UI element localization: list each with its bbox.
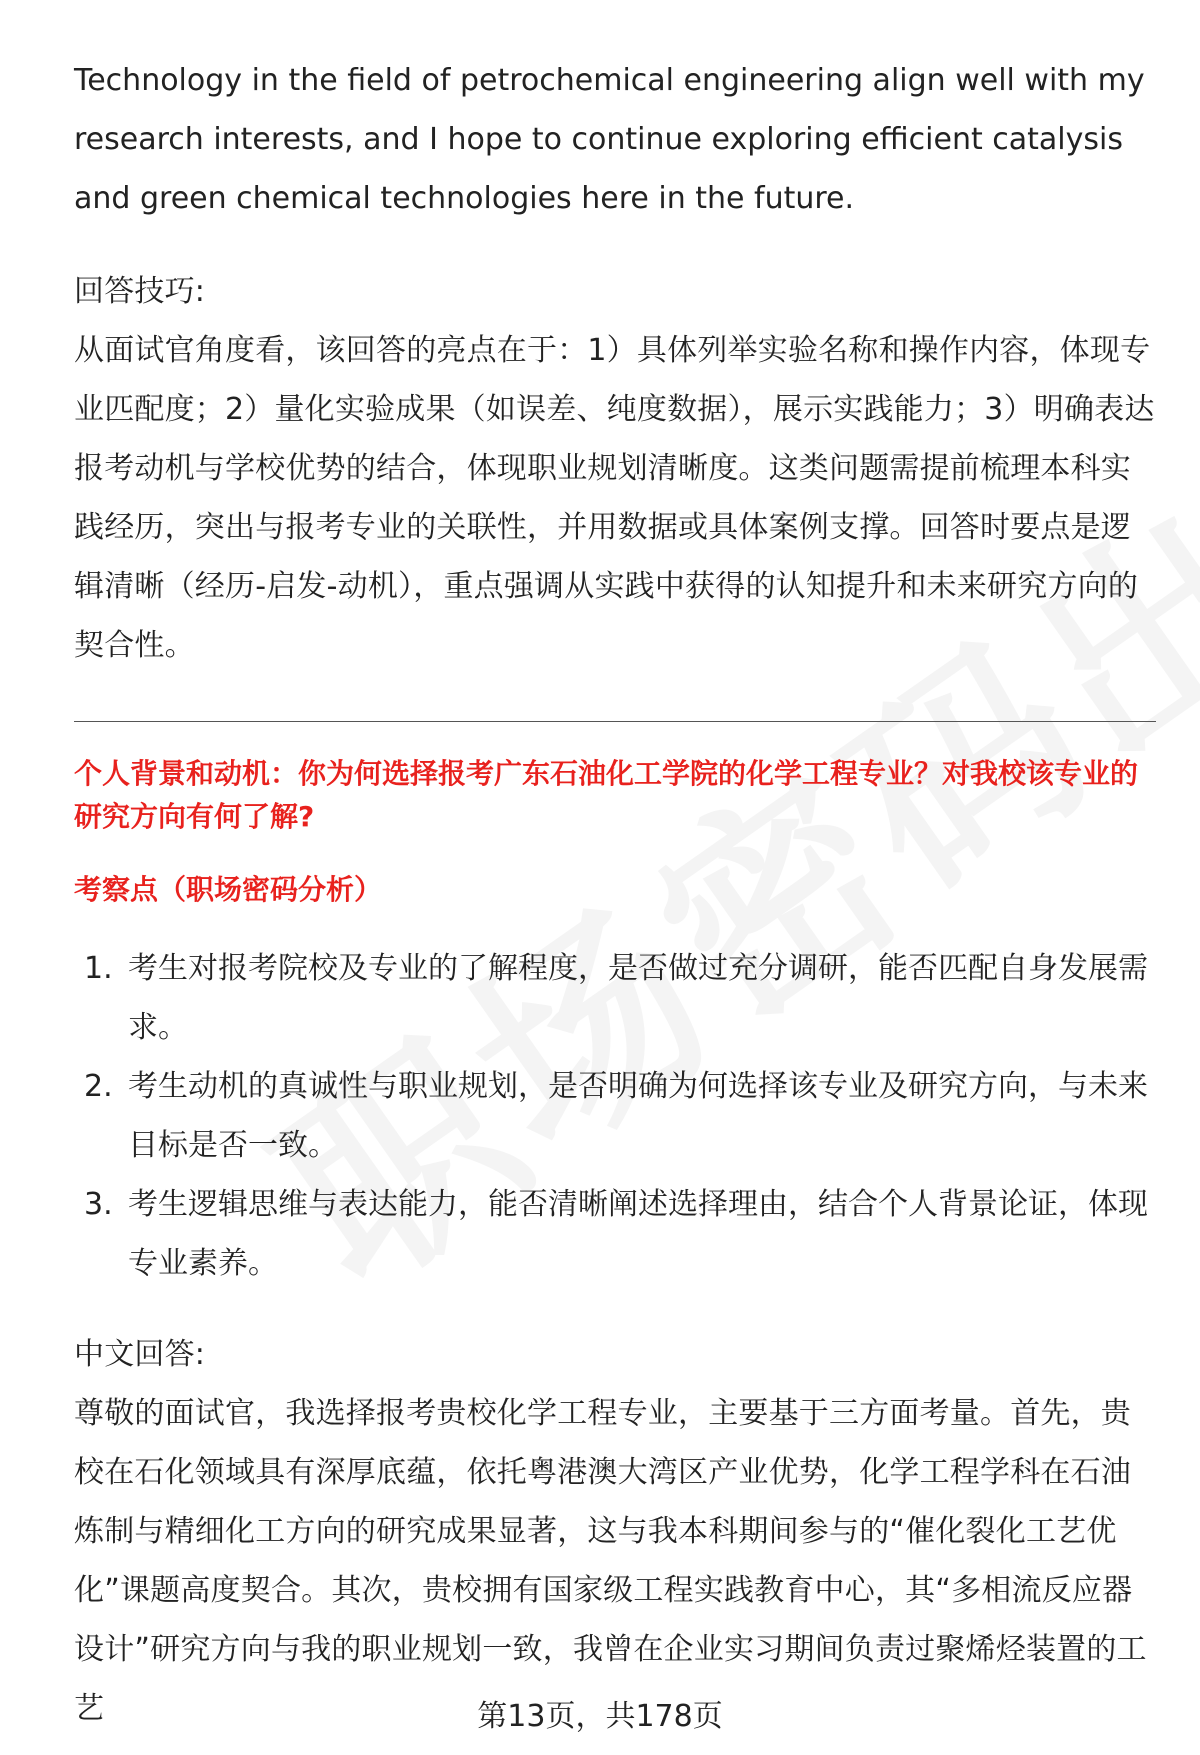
- section-divider: [74, 721, 1156, 722]
- answer-label: 中文回答:: [74, 1337, 206, 1372]
- list-item-text: 考生逻辑思维与表达能力，能否清晰阐述选择理由，结合个人背景论证，体现专业素养。: [128, 1187, 1148, 1281]
- list-item-number: 3.: [84, 1187, 113, 1222]
- analysis-points-list: [74, 939, 1156, 1293]
- list-item-text: 考生对报考院校及专业的了解程度，是否做过充分调研，能否匹配自身发展需求。: [128, 951, 1148, 1045]
- tips-label: 回答技巧:: [74, 274, 206, 309]
- analysis-title: 考察点（职场密码分析）: [74, 873, 383, 906]
- list-item: [74, 1057, 1156, 1175]
- english-answer-tail: Technology in the field of petrochemical engineering align well with my research interests, and I hope to continue exploring efficient catalysis and green chemical technologies here in the future.: [74, 63, 1145, 216]
- question-heading: 个人背景和动机：你为何选择报考广东石油化工学院的化学工程专业？对我校该专业的研究方向有何了解?: [74, 757, 1139, 833]
- list-item: [74, 1175, 1156, 1293]
- tips-body: 从面试官角度看，该回答的亮点在于：1）具体列举实验名称和操作内容，体现专业匹配度；2）量化实验成果（如误差、纯度数据），展示实践能力；3）明确表达报考动机与学校优势的结合，体现职业规划清晰度。这类问题需提前梳理本科实践经历，突出与报考专业的关联性，并用数据或具体案例支撑。回答时要点是逻辑清晰（经历-启发-动机），重点强调从实践中获得的认知提升和未来研究方向的契合性。: [74, 333, 1155, 663]
- answer-body: 尊敬的面试官，我选择报考贵校化学工程专业，主要基于三方面考量。首先，贵校在石化领域具有深厚底蕴，依托粤港澳大湾区产业优势，化学工程学科在石油炼制与精细化工方向的研究成果显著，这与我本科期间参与的“催化裂化工艺优化”课题高度契合。其次，贵校拥有国家级工程实践教育中心，其“多相流反应器设计”研究方向与我的职业规划一致，我曾在企业实习期间负责过聚烯烃装置的工艺: [74, 1396, 1147, 1726]
- page-number-footer: 第13页，共178页: [477, 1699, 723, 1734]
- list-item-text: 考生动机的真诚性与职业规划，是否明确为何选择该专业及研究方向，与未来目标是否一致。: [128, 1069, 1148, 1163]
- list-item-number: 1.: [84, 951, 113, 986]
- list-item-number: 2.: [84, 1069, 113, 1104]
- list-item: [74, 939, 1156, 1057]
